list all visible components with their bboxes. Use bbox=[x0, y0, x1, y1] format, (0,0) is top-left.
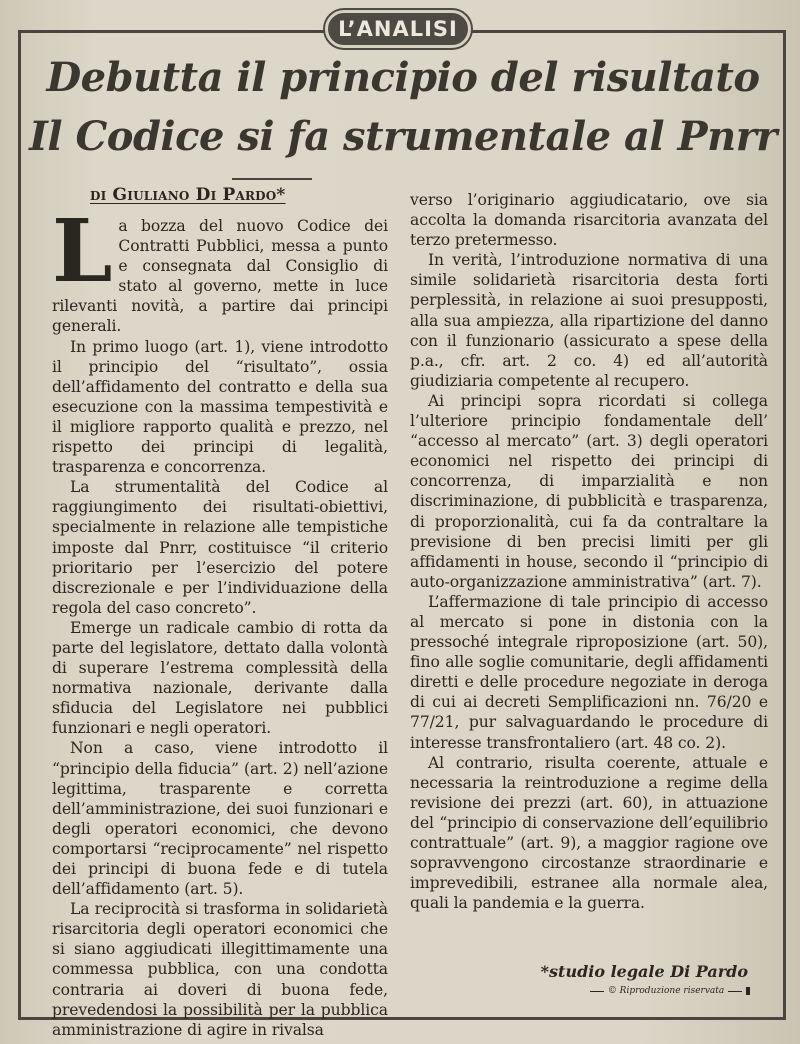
lead-paragraph bbox=[52, 201, 388, 337]
end-mark-icon bbox=[746, 987, 750, 995]
paragraph: In primo luogo (art. 1), viene introdotto il principio del “risultato”, ossia dell’affidamento del contratto e della sua esecuzione con la massima tempestività e il migliore rapporto qualità e prezzo, nel rispetto dei principi di legalità, trasparenza e concorrenza. bbox=[52, 337, 388, 477]
paragraph: Al contrario, risulta coerente, attuale e necessaria la reintroduzione a regime della revisione dei prezzi (art. 60), in attuazione del “principio di conservazione dell’equilibrio contrattuale” (art. 9), a maggior ragione ove sopravvengono circostanze straordinarie e imprevedibili, estranee alla normale alea, quali la pandemia e la guerra. bbox=[410, 753, 768, 913]
byline: di Giuliano Di Pardo* bbox=[90, 185, 286, 205]
paragraph: Emerge un radicale cambio di rotta da parte del legislatore, dettato dalla volontà di superare l’estrema complessità della normativa nazionale, derivante dalla sfiducia del Legislatore nei pubblici funzionari e negli operatori. bbox=[52, 618, 388, 738]
rule-right bbox=[728, 991, 742, 992]
author-signature: *studio legale Di Pardo bbox=[540, 962, 748, 981]
headline-line-1: Debutta il principio del risultato bbox=[46, 54, 760, 101]
reproduction-text: © Riproduzione riservata bbox=[607, 986, 725, 996]
section-badge: L’ANALISI bbox=[325, 10, 471, 48]
continuation-paragraph: verso l’originario aggiudicatario, ove sia accolta la domanda risarcitoria avanzata del terzo pretermesso. bbox=[410, 191, 768, 250]
reproduction-note bbox=[590, 986, 750, 996]
rule-left bbox=[590, 991, 604, 992]
paragraph: La strumentalità del Codice al raggiungimento dei risultati-obiettivi, specialmente in relazione alle tempistiche imposte dal Pnrr, costituisce “il criterio prioritario per l’esercizio del potere discrezionale e per l’individuazione della regola del caso concreto”. bbox=[52, 478, 388, 617]
paragraph: La reciprocità si trasforma in solidarietà risarcitoria degli operatori economici che si siano aggiudicati illegittimamente una commessa pubblica, con una condotta contraria ai doveri di buona fede, prevedendosi la possibilità per la pubblica amministrazione di agire in rivalsa bbox=[52, 900, 388, 1039]
paragraph: Non a caso, viene introdotto il “principio della fiducia” (art. 2) nell’azione legittima, trasparente e corretta dell’amministrazione, dei suoi funzionari e degli operatori economici, che devono comportarsi “reciprocamente” nel rispetto dei principi di buona fede e di tutela dell’affidamento (art. 5). bbox=[52, 739, 388, 899]
headline-line-2: Il Codice si fa strumentale al Pnrr bbox=[29, 113, 777, 160]
byline-rule bbox=[232, 178, 312, 180]
paragraph: L’affermazione di tale principio di accesso al mercato si pone in distonia con la pressoché integrale riproposizione (art. 50), fino alle soglie comunitarie, degli affidamenti diretti e delle procedure negoziate in deroga di cui ai decreti Semplificazioni nn. 76/20 e 77/21, pur salvaguardando le procedure di interesse transfrontaliero (art. 48 co. 2). bbox=[410, 592, 768, 752]
paragraph: Ai principi sopra ricordati si collega l’ulteriore principio fondamentale dell’ “accesso al mercato” (art. 3) degli operatori economici nel rispetto dei principi di concorrenza, di imparzialità e non discriminazione, di pubblicità e trasparenza, di proporzionalità, cui fa da contraltare la previsione di ben precisi limiti per gli affidamenti in house, secondo il “principio di auto-organizzazione amministrativa” (art. 7). bbox=[410, 391, 768, 591]
left-column bbox=[52, 201, 388, 1040]
right-column bbox=[410, 190, 768, 913]
drop-cap: L bbox=[52, 201, 113, 302]
lead-paragraph-text: a bozza del nuovo Codice dei Contratti Pubblici, messa a punto e consegnata dal Consiglio di stato al governo, mette in luce rilevanti novità, a partire dai principi generali. bbox=[52, 217, 388, 336]
paragraph: In verità, l’introduzione normativa di una simile solidarietà risarcitoria desta forti perplessità, in relazione ai suoi presupposti, alla sua ampiezza, alla ripartizione del danno con il funzionario (assicurato a spese della p.a., cfr. art. 2 co. 4) ed all’autorità giudiziaria competente al recupero. bbox=[410, 251, 768, 390]
